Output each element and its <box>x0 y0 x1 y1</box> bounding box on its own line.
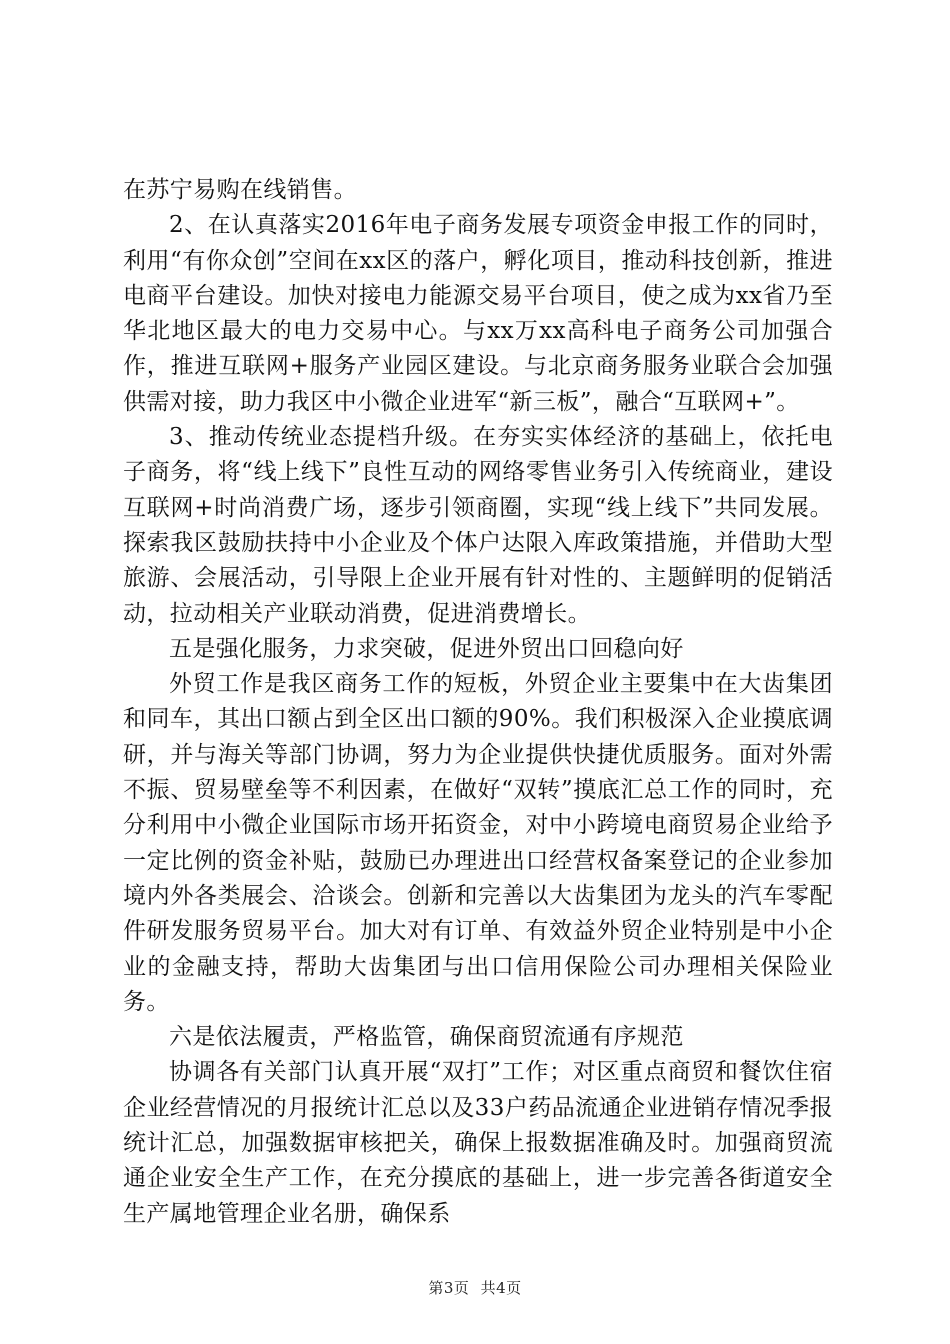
paragraph-item-3: 3、推动传统业态提档升级。在夯实实体经济的基础上，依托电子商务，将“线上线下”良性互动的网络零售业务引入传统商业，建设互联网+时尚消费广场，逐步引领商圈，实现“线上线下”共同发展。探索我区鼓励扶持中小企业及个体户达限入库政策措施，并借助大型旅游、会展活动，引导限上企业开展有针对性的、主题鲜明的促销活动，拉动相关产业联动消费，促进消费增长。 <box>123 424 833 627</box>
paragraph-regulation: 协调各有关部门认真开展“双打”工作；对区重点商贸和餐饮住宿企业经营情况的月报统计汇总以及33户药品流通企业进销存情况季报统计汇总，加强数据审核把关，确保上报数据准确及时。加强商贸流通企业安全生产工作，在充分摸底的基础上，进一步完善各街道安全生产属地管理企业名册，确保系 <box>123 1059 833 1227</box>
page-footer <box>0 1277 950 1298</box>
paragraph-foreign-trade: 外贸工作是我区商务工作的短板，外贸企业主要集中在大齿集团和同车，其出口额占到全区出口额的90%。我们积极深入企业摸底调研，并与海关等部门协调，努力为企业提供快捷优质服务。面对外需不振、贸易壁垒等不利因素，在做好“双转”摸底汇总工作的同时，充分利用中小微企业国际市场开拓资金，对中小跨境电商贸易企业给予一定比例的资金补贴，鼓励已办理进出口经营权备案登记的企业参加境内外各类展会、洽谈会。创新和完善以大齿集团为龙头的汽车零配件研发服务贸易平台。加大对有订单、有效益外贸企业特别是中小企业的金融支持，帮助大齿集团与出口信用保险公司办理相关保险业务。 <box>123 671 833 1015</box>
page-total: 共4页 <box>480 1279 522 1297</box>
page-number: 第3页 <box>428 1279 470 1297</box>
section-heading-5: 五是强化服务，力求突破，促进外贸出口回稳向好 <box>169 635 684 662</box>
paragraph-continuation: 在苏宁易购在线销售。 <box>123 177 357 203</box>
paragraph-item-2: 2、在认真落实2016年电子商务发展专项资金申报工作的同时，利用“有你众创”空间在xx区的落户，孵化项目，推动科技创新，推进电商平台建设。加快对接电力能源交易平台项目，使之成为xx省乃至华北地区最大的电力交易中心。与xx万xx高科电子商务公司加强合作，推进互联网+服务产业园区建设。与北京商务服务业联合会加强供需对接，助力我区中小微企业进军“新三板”，融合“互联网+”。 <box>123 212 833 415</box>
document-body <box>123 173 833 1232</box>
section-heading-6: 六是依法履责，严格监管，确保商贸流通有序规范 <box>169 1024 684 1051</box>
